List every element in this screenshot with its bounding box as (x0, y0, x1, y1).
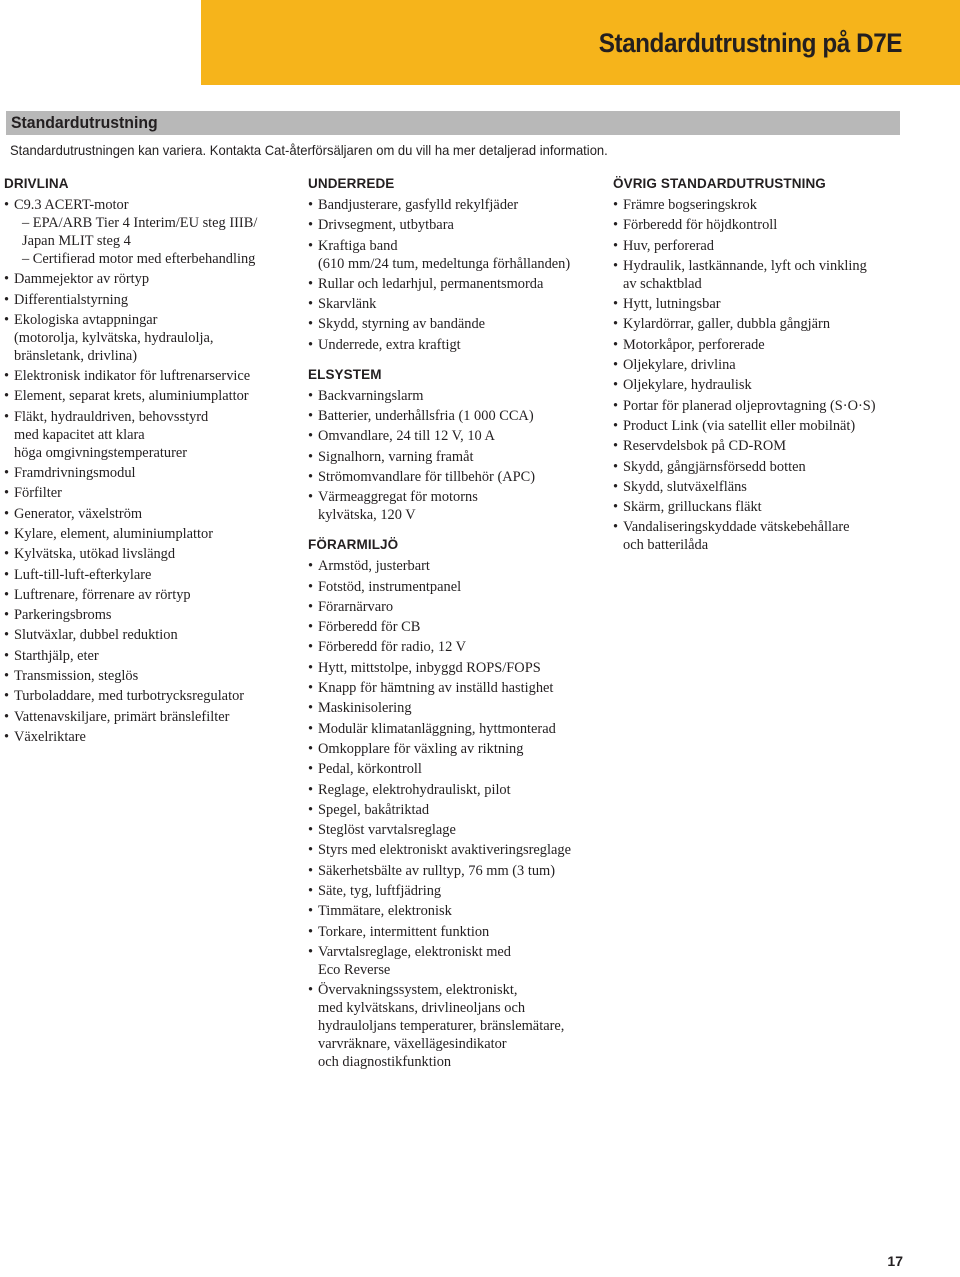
list-item (308, 862, 598, 880)
item-text: • Kylvätska, utökad livslängd (14, 546, 176, 563)
item-text: • Backvarningslarm (318, 387, 424, 404)
list-item (4, 270, 294, 288)
list-item (613, 257, 913, 293)
item-text-line: hydrauloljans temperaturer, bränslemätare, (318, 1018, 565, 1035)
list-item (613, 376, 913, 394)
section-title: Standardutrustning (11, 113, 158, 132)
item-text: • Luft-till-luft-efterkylare (14, 566, 152, 583)
item-text: • Oljekylare, drivlina (623, 357, 736, 374)
item-text: • Varvtalsreglage, elektroniskt med (318, 943, 512, 960)
list-item (4, 566, 294, 584)
list-item (4, 196, 294, 268)
item-text: • Värmeaggregat för motorns (318, 489, 478, 506)
item-text: • Torkare, intermittent funktion (318, 923, 490, 940)
item-text: • Skärm, grilluckans fläkt (623, 499, 762, 516)
item-text: • Skydd, styrning av bandände (318, 316, 486, 333)
item-text: • Förberedd för höjdkontroll (623, 217, 778, 234)
list-item (308, 336, 598, 354)
list-item (308, 387, 598, 405)
equipment-list (4, 196, 294, 746)
item-text-line: varvräknare, växellägesindikator (318, 1036, 507, 1053)
list-item (308, 923, 598, 941)
equipment-group (308, 537, 598, 1071)
list-item (613, 478, 913, 496)
item-text: • Övervakningssystem, elektroniskt, (318, 982, 518, 999)
item-text: • C9.3 ACERT-motor (14, 197, 129, 213)
item-text-line: Japan MLIT steg 4 (22, 233, 131, 249)
item-text: • Ekologiska avtappningar (14, 311, 158, 328)
list-item (308, 468, 598, 486)
list-item (613, 237, 913, 255)
list-item (308, 679, 598, 697)
item-text: • Omvandlare, 24 till 12 V, 10 A (318, 428, 495, 445)
list-item (4, 291, 294, 309)
item-text-line: (610 mm/24 tum, medeltunga förhållanden) (318, 255, 571, 272)
item-text: • Reservdelsbok på CD-ROM (623, 438, 787, 455)
item-text-line: bränsletank, drivlina) (14, 347, 138, 364)
item-text: • Säkerhetsbälte av rulltyp, 76 mm (3 tum) (318, 862, 555, 879)
list-item (308, 801, 598, 819)
item-text: • Främre bogseringskrok (623, 197, 757, 213)
item-text: • Generator, växelström (14, 505, 143, 522)
item-text: • Fotstöd, instrumentpanel (318, 578, 462, 595)
item-text: • Säte, tyg, luftfjädring (318, 883, 442, 900)
list-item (613, 498, 913, 516)
group-heading: ÖVRIG STANDARDUTRUSTNING (613, 176, 826, 191)
item-text: • Skydd, gångjärnsförsedd botten (623, 458, 806, 475)
list-item (613, 196, 913, 214)
header-band (201, 0, 960, 85)
item-text-line: av schaktblad (623, 275, 702, 292)
list-item (308, 407, 598, 425)
item-text: • Dammejektor av rörtyp (14, 271, 150, 288)
item-text: • Modulär klimatanläggning, hyttmonterad (318, 720, 556, 737)
item-text: • Kylardörrar, galler, dubbla gångjärn (623, 316, 831, 333)
item-text: • Element, separat krets, aluminiumplattor (14, 388, 249, 405)
item-text: • Kylare, element, aluminiumplattor (14, 525, 214, 542)
item-text: • Motorkåpor, perforerade (623, 336, 765, 353)
equipment-group (308, 367, 598, 524)
item-text-line: – EPA/ARB Tier 4 Interim/EU steg IIIB/ (22, 215, 258, 231)
item-text: • Fläkt, hydrauldriven, behovsstyrd (14, 408, 209, 425)
item-text: • Strömomvandlare för tillbehör (APC) (318, 468, 536, 485)
equipment-group (4, 176, 294, 746)
list-item (308, 448, 598, 466)
equipment-group (308, 176, 598, 354)
list-item (4, 464, 294, 482)
group-heading: ELSYSTEM (308, 366, 382, 382)
list-item (308, 841, 598, 859)
item-text: • Batterier, underhållsfria (1 000 CCA) (318, 408, 534, 425)
section-bar (6, 111, 900, 135)
item-text-line: Eco Reverse (318, 961, 391, 978)
item-text: • Transmission, steglös (14, 668, 139, 685)
list-item (4, 367, 294, 385)
list-item (613, 315, 913, 333)
list-item (4, 606, 294, 624)
item-text: • Slutväxlar, dubbel reduktion (14, 627, 178, 644)
item-text: • Vandaliseringskyddade vätskebehållare (623, 519, 850, 536)
equipment-list (613, 196, 913, 554)
item-text: • Förfilter (14, 485, 62, 502)
item-text: • Starthjälp, eter (14, 647, 99, 664)
list-item (308, 882, 598, 900)
item-text: • Spegel, bakåtriktad (318, 801, 430, 818)
page-number: 17 (887, 1253, 903, 1269)
list-item (308, 275, 598, 293)
item-text: • Parkeringsbroms (14, 607, 112, 624)
list-item (4, 586, 294, 604)
item-text: • Hydraulik, lastkännande, lyft och vinkling (623, 257, 867, 274)
item-text: • Pedal, körkontroll (318, 761, 422, 778)
list-item (613, 417, 913, 435)
group-heading: UNDERREDE (308, 176, 395, 191)
item-text: • Förarnärvaro (318, 598, 394, 615)
list-item (308, 578, 598, 596)
item-text: • Signalhorn, varning framåt (318, 448, 474, 465)
list-item (4, 667, 294, 685)
item-text: • Oljekylare, hydraulisk (623, 377, 752, 394)
item-text-line: kylvätska, 120 V (318, 507, 416, 524)
item-text: • Portar för planerad oljeprovtagning (S·O·S) (623, 397, 876, 414)
item-text: • Förberedd för CB (318, 619, 421, 636)
item-text: • Omkopplare för växling av riktning (318, 740, 524, 757)
list-item (4, 408, 294, 462)
item-text: • Styrs med elektroniskt avaktiveringsreglage (318, 842, 571, 859)
list-item (308, 315, 598, 333)
section-intro: Standardutrustningen kan variera. Kontakta Cat-återförsäljaren om du vill ha mer detaljerad information. (10, 142, 608, 158)
item-text: • Vattenavskiljare, primärt bränslefilter (14, 708, 230, 725)
item-text: • Kraftiga band (318, 237, 398, 254)
item-text-line: och batterilåda (623, 537, 709, 554)
list-item (308, 295, 598, 313)
item-text-line: med kylvätskans, drivlineoljans och (318, 1000, 526, 1017)
list-item (308, 488, 598, 524)
item-text: • Huv, perforerad (623, 237, 714, 254)
column-1 (4, 176, 294, 759)
list-item (613, 356, 913, 374)
equipment-list (308, 196, 598, 354)
list-item (308, 943, 598, 979)
list-item (308, 781, 598, 799)
item-text: • Hytt, lutningsbar (623, 296, 721, 313)
list-item (308, 216, 598, 234)
list-item (4, 626, 294, 644)
list-item (308, 427, 598, 445)
item-text: • Differentialstyrning (14, 291, 129, 308)
list-item (4, 728, 294, 746)
item-text: • Reglage, elektrohydrauliskt, pilot (318, 781, 511, 798)
item-text-line: – Certifierad motor med efterbehandling (22, 251, 256, 267)
list-item (4, 505, 294, 523)
list-item (308, 237, 598, 273)
list-item (613, 458, 913, 476)
list-item (308, 740, 598, 758)
item-text: • Hytt, mittstolpe, inbyggd ROPS/FOPS (318, 659, 541, 676)
item-text: • Armstöd, justerbart (318, 558, 430, 575)
list-item (4, 647, 294, 665)
item-text: • Turboladdare, med turbotrycksregulator (14, 688, 245, 705)
item-text-line: med kapacitet att klara (14, 426, 145, 443)
item-text: • Framdrivningsmodul (14, 465, 136, 482)
list-item (308, 659, 598, 677)
list-item (613, 216, 913, 234)
item-text: • Product Link (via satellit eller mobilnät) (623, 417, 856, 434)
item-text: • Förberedd för radio, 12 V (318, 639, 467, 656)
list-item (4, 545, 294, 563)
item-text: • Bandjusterare, gasfylld rekylfjäder (318, 197, 519, 213)
list-item (613, 397, 913, 415)
equipment-list (308, 557, 598, 1071)
list-item (613, 518, 913, 554)
item-text: • Elektronisk indikator för luftrenarservice (14, 368, 251, 385)
list-item (613, 336, 913, 354)
item-text: • Knapp för hämtning av inställd hastighet (318, 680, 554, 697)
item-text: • Skarvlänk (318, 296, 377, 313)
item-text: • Luftrenare, förrenare av rörtyp (14, 586, 191, 603)
item-text: • Skydd, slutväxelfläns (623, 478, 747, 495)
list-item (308, 821, 598, 839)
column-3 (613, 176, 913, 567)
list-item (308, 699, 598, 717)
list-item (308, 981, 598, 1071)
list-item (308, 902, 598, 920)
column-2 (308, 176, 598, 1084)
list-item (613, 295, 913, 313)
list-item (308, 638, 598, 656)
list-item (308, 618, 598, 636)
list-item (308, 760, 598, 778)
list-item (308, 196, 598, 214)
item-text-line: höga omgivningstemperaturer (14, 444, 188, 461)
item-text-line: (motorolja, kylvätska, hydraulolja, (14, 329, 214, 346)
group-heading: DRIVLINA (4, 176, 69, 191)
list-item (308, 598, 598, 616)
list-item (308, 720, 598, 738)
item-text: • Drivsegment, utbytbara (318, 217, 454, 234)
item-text: • Maskinisolering (318, 700, 412, 717)
item-text: • Rullar och ledarhjul, permanentsmorda (318, 275, 544, 292)
list-item (4, 525, 294, 543)
item-text-line: och diagnostikfunktion (318, 1054, 452, 1071)
item-text: • Underrede, extra kraftigt (318, 336, 461, 353)
item-text: • Steglöst varvtalsreglage (318, 822, 456, 839)
list-item (4, 687, 294, 705)
item-text: • Timmätare, elektronisk (318, 903, 452, 920)
equipment-group (613, 176, 913, 554)
group-heading: FÖRARMILJÖ (308, 537, 399, 553)
list-item (4, 311, 294, 365)
list-item (613, 437, 913, 455)
list-item (4, 708, 294, 726)
list-item (4, 484, 294, 502)
page-title: Standardutrustning på D7E (598, 28, 902, 58)
equipment-list (308, 387, 598, 524)
list-item (4, 387, 294, 405)
list-item (308, 557, 598, 575)
item-text: • Växelriktare (14, 728, 86, 745)
